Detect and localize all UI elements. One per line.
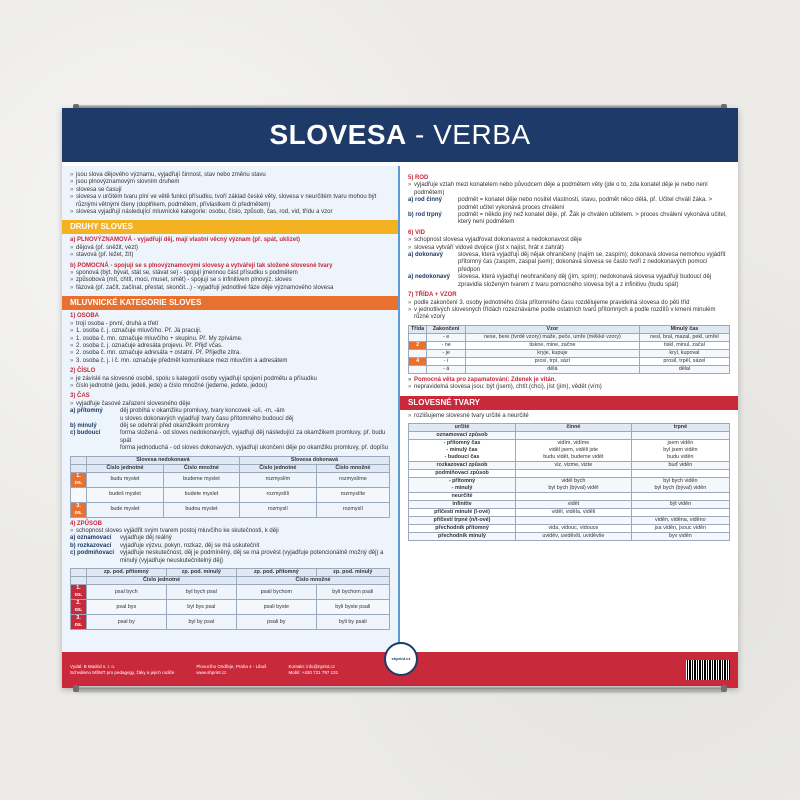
poster-title: SLOVESA - VERBA — [269, 119, 531, 150]
vid-title: 6) VID — [408, 229, 426, 236]
cas-title: 3) ČAS — [70, 393, 90, 400]
tvary-cell: podmiňovací způsob — [409, 469, 516, 477]
tvary-cell: viděl bych byl bych (býval) viděl — [516, 477, 632, 492]
tvary-cell — [516, 431, 632, 439]
barcode — [686, 660, 730, 680]
tvary-cell — [631, 469, 729, 477]
right-column: 5) ROD » vyjadřuje vztah mezi konatelem nebo původcem děje a podmětem věty (jde o to, zda konatel děje je nebo není podmětem) a) rod činný podmět = konatel děje nebo nositel vlastnosti, stavu, podmět něco dělá, př. Učitel chválí žáka. > podmět učitel vykonává proces chválení b) rod trpný podmět = někdo jiný než konatel děje, př. Žák je chválen učitelem. > proces chválení vykonává učitel, který není podmětem 6) VID » schopnost slovesa vyjadřovat dokonavost a nedokonavost děje » slovesa vytváří vidové dvojice (jíst x najíst, hrát x zahrát) a) dokonavý slovesa, která vyjadřují děj nějak ohraničený (najím se, zaspím); dokonavá slovesa nemohou vyjádřit přítomný čas (zaspím, zaspal jsem); dokonavá slovesa se často tvoří z nedokonavých pomocí předpon a) nedokonavý slovesa, která vyjadřují neohraničený děj (jím, spím); nedokonavá slovesa vyjadřují budoucí děj zpravidla složeným tvarem z tvaru pomocného slovesa být a z infinitivu (budu spát) 7) TŘÍDA + VZOR » podle zakončení 3. osoby jednotného čísla přítomného času rozdělujeme pravidelná slovesa do pěti tříd » v jednotlivých slovesných třídách rozeznáváme podle ostatních tvarů přítomných a podle rozdílů v kmeni minulém různé vzory Třída Zakončení Vzor Minulý čas 1 - e nese, bere (tvrdé vzory) maže, peče, umře (měkké vzory) nesl, bral, mazal, pekl, umřel 2 - ne tiskne, mine, začne tiskl, minul, začal 3 - je kryje, kupuje kryl, kupoval 4 - í prosí, trpí, sází prosil, trpěl, sázel 5 - á dělá dělal » Pomocná věta pro zapamatování: Zdenek je vitán. » nepravidelná slovesa jsou: být (jsem), chtít (chci), jíst (jím), vědět (vím) SLOVESNÉ TVARY » rozlišujeme slovesné tvary určité a neurčité určité činné trpné oznamovací způsob - přítomný čas - minulý čas - budoucí čas vidím, vidíme viděl jsem, viděli jste budu vidět, budeme vidět jsem viděn byl jsem viděn budu viděn rozkazovací způsob viz, vizme, vizte buď viděn podmiňovací způsob - přítomný - minulý viděl bych byl bych (býval) viděl byl bych viděn byl bych (býval) viděn neurčité infinitiv vidět být viděn příčestí minulé (l-ové) viděl, viděla, viděli příčestí trpné (n/t-ové) viděn, viděna, viděno přechodník přítomný vida, vidouc, vidouce jsa viděn, jsouc viděn přechodník minulý uviděv, uviděvši, uviděvše byv viděn — [398, 166, 738, 652]
tvary-cell: jsa viděn, jsouc viděn — [631, 524, 729, 532]
cislo-title: 2) ČÍSLO — [70, 368, 96, 375]
druhy-b: b) POMOCNÁ - spojují se s plnovýznamovými slovesy a vytvářejí tak složené slovesné tvary — [70, 262, 333, 269]
tvary-cell: vidět — [516, 500, 632, 508]
tvary-cell: jsem viděn byl jsem viděn budu viděn — [631, 439, 729, 461]
tvary-row — [409, 461, 730, 469]
pomocna-veta: » Pomocná věta pro zapamatování: Zdenek je vitán. — [408, 377, 730, 384]
tvary-cell — [516, 516, 632, 524]
cas-rows: a) přítomný děj probíhá v okamžiku promluvy, tvary koncovek -u/i, -m, -ám u sloves dokonavých vyjadřují tvary času přítomného budoucí děj b) minulý děj se odehrál před okamžikem promluvy c) budoucí forma složená - od sloves nedokonavých, vyjadřují děj následující za okamžikem promluvy, př. budu spát forma jednoduchá - od sloves dokonavých, vyjadřují ukončení děje po okamžiku promluvy, př. dopíšu — [70, 408, 389, 452]
tvary-cell: být viděn — [631, 500, 729, 508]
rod-title: 5) ROD — [408, 175, 429, 181]
tvary-row — [409, 532, 730, 540]
tvary-cell: viz, vizme, vizte — [516, 461, 632, 469]
left-column: » jsou slova dějového významu, vyjadřují činnost, stav nebo změnu stavu » jsou plnovýznamovým slovním druhem » slovesa se časují » slovesa v určitém tvaru plní ve větě funkci přísudku, tvoří základ české věty, slovesa v neurčitém tvaru mohou být různými větnými členy (doplňkem, podmětem, přívlastkem či předmětem) » slovesa vyjadřují následující mluvnické kategorie: osobu, číslo, způsob, čas, rod, vid, třídu a vzor DRUHY SLOVES a) PLNOVÝZNAMOVÁ - vyjadřují děj, mají vlastní věcný význam (př. spát, uklizet) » dějová (př. sněžit, vézt) » stavová (př. ležet, žít) b) POMOCNÁ - spojují se s plnovýznamovými slovesy a vytvářejí tak složené slovesné tvary » sponová (být, bývat, stát se, stávat se) - spojují jmennou část přísudku s podmětem » způsobová (mít, chtít, moci, muset, smět) - spojují se s infinitivem plnovýz. sloves » fázová (př. začít, začínat, přestat, skončit...) - vyjadřují jednotlivé fáze děje významového slovesa MLUVNICKÉ KATEGORIE SLOVES 1) OSOBA » trojí osoba - první, druhá a třetí » 1. osoba č. j. označuje mluvčího. Př. Já pracuji. » 1. osoba č. mn. označuje mluvčího + skupinu. Př. My zpíváme. » 2. osoba č. j. označuje adresáta projevu. Př. Přijď včas. » 2. osoba č. mn. označuje adresáta + ostatní. Př. Přijeďte zítra. » 3. osoba č. j. i č. mn. označuje předmět komunikace mezi mluvčím a adresátem 2) ČÍSLO » je závislé na slovesné osobě, spolu s kategorií osoby vyjadřují spojení podmětu a přísudku » číslo jednotné (jedu, jedeli, jede) a číslo množné (jedeme, jedete, jedou) 3) ČAS » vyjadřuje časové zařazení slovesného děje a) přítomný děj probíhá v okamžiku promluvy, tvary koncovek -u/i, -m, -ám u sloves dokonavých vyjadřují tvary času přítomného budoucí děj b) minulý děj se odehrál před okamžikem promluvy c) budoucí forma složená - od sloves nedokonavých, vyjadřují děj následující za okamžikem promluvy, př. budu spát forma jednoduchá - od sloves dokonavých, vyjadřují ukončení děje po okamžiku promluvy, př. dopíšu Slovesa nedokonavá Slovesa dokonavá Číslo jednotné Číslo množné Číslo jednotné Číslo množné 1. os. budu myslet budeme myslet rozmyslím rozmyslíme 2. os. budeš myslet budete myslet rozmyslíš rozmyslíte 3. os. bude myslet budou myslet rozmyslí rozmyslí 4) ZPŮSOB » schopnost sloves vyjádřit svým tvarem postoj mluvčího ke skutečnosti, k ději a) oznamovací vyjadřuje děj reálný b) rozkazovací vyjadřuje výzvu, pokyn, rozkaz, děj se má uskutečnit c) podmiňovací vyjadřuje neskutečnost, děj je podmíněný, děj se má provést (vyjadřuje potencionálně možný děj) a minulý (vyjadřuje neuskutečnitelný děj) zp. pod. přítomný zp. pod. minulý zp. pod. přítomný zp. pod. minulý Číslo jednotné Číslo množné 1. os. psal bych byl bych psal psali bychom byli bychom psali 2. os. psal bys byl bys psal psali byste byli byste psali 3. os. psal by byl by psal psali by byli by psali — [62, 166, 398, 652]
zpusob-rows: a) oznamovací vyjadřuje děj reálný b) rozkazovací vyjadřuje výzvu, pokyn, rozkaz, děj se má uskutečnit c) podmiňovací vyjadřuje neskutečnost, děj je podmíněný, děj se má provést (vyjadřuje potencionálně možný děj) a minulý (vyjadřuje neuskutečnitelný děj) — [70, 535, 384, 564]
budouci-cas-table: Slovesa nedokonavá Slovesa dokonavá Číslo jednotné Číslo množné Číslo jednotné Číslo množné 1. os. budu myslet budeme myslet rozmyslím rozmyslíme 2. os. budeš myslet budete myslet rozmyslíš rozmyslíte 3. os. bude myslet budou myslet rozmyslí rozmyslí — [70, 456, 390, 518]
tvary-cell: buď viděn — [631, 461, 729, 469]
tvary-cell: viděl, viděla, viděli — [516, 508, 632, 516]
tvary-cell: - přítomný - minulý — [409, 477, 516, 492]
tvary-cell: neurčité — [409, 492, 516, 500]
tvary-row — [409, 492, 730, 500]
tvary-row — [409, 516, 730, 524]
tvary-row — [409, 477, 730, 492]
tvary-row — [409, 524, 730, 532]
tvary-cell: příčestí minulé (l-ové) — [409, 508, 516, 516]
tvary-row — [409, 439, 730, 461]
tvary-cell — [631, 508, 729, 516]
tvary-cell: vida, vidouc, vidouce — [516, 524, 632, 532]
tvary-cell: byv viděn — [631, 532, 729, 540]
trida-title: 7) TŘÍDA + VZOR — [408, 292, 457, 299]
intro-list: » jsou slova dějového významu, vyjadřují činnost, stav nebo změnu stavu » jsou plnovýznamovým slovním druhem » slovesa se časují » slovesa v určitém tvaru plní ve větě funkci přísudku, tvoří základ české věty, slovesa v neurčitém tvaru mohou být různými větnými členy (doplňkem, podmětem, přívlastkem či předmětem) » slovesa vyjadřují následující mluvnické kategorie: osobu, číslo, způsob, čas, rod, vid, třídu a vzor — [70, 172, 390, 216]
tvary-cell — [631, 431, 729, 439]
poster — [62, 108, 738, 688]
tvary-cell: oznamovací způsob — [409, 431, 516, 439]
tvary-cell: uviděv, uviděvši, uviděvše — [516, 532, 632, 540]
tvary-banner: SLOVESNÉ TVARY — [400, 396, 738, 410]
tvary-row — [409, 431, 730, 439]
mk-banner: MLUVNICKÉ KATEGORIE SLOVES — [62, 296, 398, 310]
nepravidelna-slovesa: » nepravidelná slovesa jsou: být (jsem), chtít (chci), jíst (jím), vědět (vím) — [408, 384, 730, 391]
tvary-row — [409, 508, 730, 516]
druhy-banner: DRUHY SLOVES — [62, 220, 398, 234]
poster-header — [62, 108, 738, 166]
tvary-cell: - přítomný čas - minulý čas - budoucí čas — [409, 439, 516, 461]
tvary-cell: viděn, viděna, viděno — [631, 516, 729, 524]
poster-footer: Vydal: B Madrid s. r. o. Schváleno MŠMT pro pedagogy, žáky a jejich rodiče Plovucího Ondřeje, Praha 4 - Libuš www.shprint.cz Kontakt: info@nprint.cz Mobil: +420 721 797 131 shprint.cz — [62, 652, 738, 688]
tvary-cell — [516, 469, 632, 477]
tvary-cell: přechodník minulý — [409, 532, 516, 540]
tvary-cell: přechodník přítomný — [409, 524, 516, 532]
tvary-row — [409, 469, 730, 477]
podminovaci-table: zp. pod. přítomný zp. pod. minulý zp. pod. přítomný zp. pod. minulý Číslo jednotné Číslo množné 1. os. psal bych byl bych psal psali bychom byli bychom psali 2. os. psal bys byl bys psal psali byste byli byste psali 3. os. psal by byl by psal psali by byli by psali — [70, 568, 390, 630]
tvary-cell: vidím, vidíme viděl jsem, viděli jste budu vidět, budeme vidět — [516, 439, 632, 461]
tvary-row — [409, 500, 730, 508]
tvary-cell — [516, 492, 632, 500]
zpusob-title: 4) ZPŮSOB — [70, 520, 103, 527]
tvary-cell: infinitiv — [409, 500, 516, 508]
tvary-cell: rozkazovací způsob — [409, 461, 516, 469]
osoba-list: » trojí osoba - první, druhá a třetí » 1. osoba č. j. označuje mluvčího. Př. Já pracuji. » 1. osoba č. mn. označuje mluvčího + skupinu. Př. My zpíváme. » 2. osoba č. j. označuje adresáta projevu. Př. Přijď včas. » 2. osoba č. mn. označuje adresáta + ostatní. Př. Přijeďte zítra. » 3. osoba č. j. i č. mn. označuje předmět komunikace mezi mluvčím a adresátem — [70, 321, 390, 365]
publisher-logo: shprint.cz — [384, 642, 418, 676]
tvary-cell — [631, 492, 729, 500]
druhy-a: a) PLNOVÝZNAMOVÁ - vyjadřují děj, mají vlastní věcný význam (př. spát, uklizet) — [70, 237, 301, 244]
slovesne-tvary-table: určité činné trpné oznamovací způsob - přítomný čas - minulý čas - budoucí čas vidím, vidíme viděl jsem, viděli jste budu vidět, budeme vidět jsem viděn byl jsem viděn budu viděn rozkazovací způsob viz, vizme, vizte buď viděn podmiňovací způsob - přítomný - minulý viděl bych byl bych (býval) viděl byl bych viděn byl bych (býval) viděn neurčité infinitiv vidět být viděn příčestí minulé (l-ové) viděl, viděla, viděli příčestí trpné (n/t-ové) viděn, viděna, viděno přechodník přítomný vida, vidouc, vidouce jsa viděn, jsouc viděn přechodník minulý uviděv, uviděvši, uviděvše byv viděn — [408, 423, 730, 541]
tvary-cell: příčestí trpné (n/t-ové) — [409, 516, 516, 524]
osoba-title: 1) OSOBA — [70, 313, 100, 320]
bottom-hanging-rod — [76, 686, 724, 691]
tvary-cell: byl bych viděn byl bych (býval) viděn — [631, 477, 729, 492]
tridy-table: Třída Zakončení Vzor Minulý čas 1 - e nese, bere (tvrdé vzory) maže, peče, umře (měkké vzory) nesl, bral, mazal, pekl, umřel 2 - ne tiskne, mine, začne tiskl, minul, začal 3 - je kryje, kupuje kryl, kupoval 4 - í prosí, trpí, sází prosil, trpěl, sázel 5 - á dělá dělal — [408, 325, 730, 374]
